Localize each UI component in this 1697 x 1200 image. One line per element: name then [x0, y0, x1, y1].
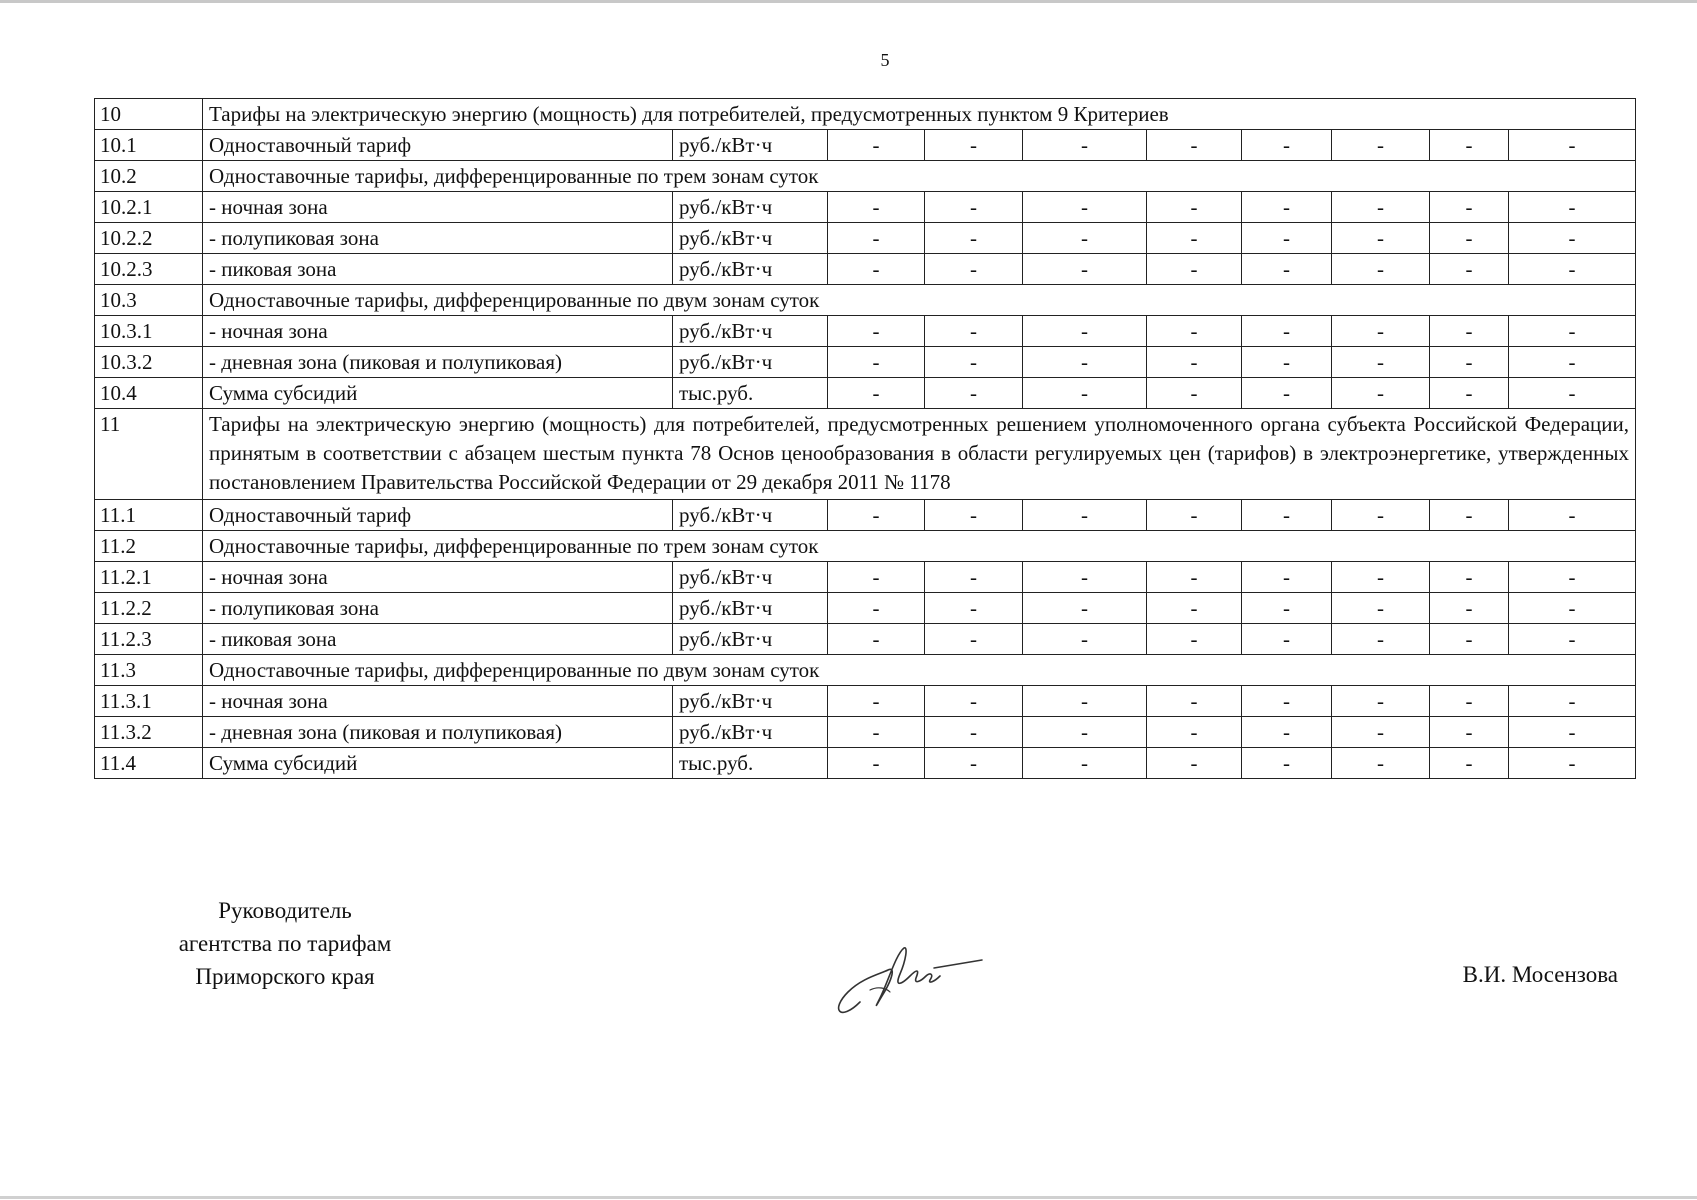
- value-cell: -: [1332, 316, 1430, 347]
- value-cell: -: [1430, 316, 1509, 347]
- section-heading: Одноставочные тарифы, дифференцированные по двум зонам суток: [203, 655, 1636, 686]
- unit-cell: руб./кВт·ч: [673, 316, 828, 347]
- value-cell: -: [1430, 347, 1509, 378]
- value-cell: -: [1509, 686, 1636, 717]
- unit-cell: руб./кВт·ч: [673, 717, 828, 748]
- value-cell: -: [1147, 593, 1242, 624]
- value-cell: -: [828, 500, 925, 531]
- table-row: [95, 316, 1636, 347]
- unit-cell: руб./кВт·ч: [673, 500, 828, 531]
- section-heading: Тарифы на электрическую энергию (мощность) для потребителей, предусмотренных решением уполномоченного органа субъекта Российской Федерации, принятым в соответствии с абзацем шестым пункта 78 Основ ценообразования в области регулируемых цен (тарифов) в электроэнергетике, утвержденных постановлением Правительства Российской Федерации от 29 декабря 2011 № 1178: [203, 409, 1636, 500]
- value-cell: -: [1242, 717, 1332, 748]
- row-title: Одноставочный тариф: [203, 130, 673, 161]
- unit-cell: руб./кВт·ч: [673, 593, 828, 624]
- value-cell: -: [1430, 593, 1509, 624]
- unit-cell: руб./кВт·ч: [673, 686, 828, 717]
- value-cell: -: [1242, 378, 1332, 409]
- value-cell: -: [925, 378, 1023, 409]
- row-title: - полупиковая зона: [203, 223, 673, 254]
- table-body: [95, 99, 1636, 779]
- value-cell: -: [828, 254, 925, 285]
- value-cell: -: [1242, 223, 1332, 254]
- value-cell: -: [828, 593, 925, 624]
- table-row: [95, 192, 1636, 223]
- row-number: 11.4: [95, 748, 203, 779]
- signature-icon: [830, 940, 990, 1030]
- value-cell: -: [828, 624, 925, 655]
- row-number: 11.2.3: [95, 624, 203, 655]
- value-cell: -: [828, 686, 925, 717]
- section-heading: Одноставочные тарифы, дифференцированные по двум зонам суток: [203, 285, 1636, 316]
- value-cell: -: [1242, 500, 1332, 531]
- table-row: [95, 285, 1636, 316]
- value-cell: -: [1147, 624, 1242, 655]
- value-cell: -: [1332, 130, 1430, 161]
- table-row: [95, 748, 1636, 779]
- value-cell: -: [1023, 624, 1147, 655]
- row-title: - ночная зона: [203, 562, 673, 593]
- table-row: [95, 223, 1636, 254]
- value-cell: -: [1023, 223, 1147, 254]
- row-title: - ночная зона: [203, 192, 673, 223]
- unit-cell: руб./кВт·ч: [673, 223, 828, 254]
- value-cell: -: [1430, 130, 1509, 161]
- value-cell: -: [1023, 347, 1147, 378]
- value-cell: -: [1023, 686, 1147, 717]
- section-heading: Тарифы на электрическую энергию (мощность) для потребителей, предусмотренных пунктом 9 Критериев: [203, 99, 1636, 130]
- row-number: 10.3.1: [95, 316, 203, 347]
- value-cell: -: [828, 130, 925, 161]
- signatory-position: [140, 894, 430, 993]
- value-cell: -: [1430, 562, 1509, 593]
- value-cell: -: [1509, 717, 1636, 748]
- unit-cell: тыс.руб.: [673, 378, 828, 409]
- value-cell: -: [1147, 748, 1242, 779]
- row-number: 10.3.2: [95, 347, 203, 378]
- value-cell: -: [1023, 192, 1147, 223]
- section-heading: Одноставочные тарифы, дифференцированные по трем зонам суток: [203, 161, 1636, 192]
- row-number: 11: [95, 409, 203, 500]
- value-cell: -: [1430, 378, 1509, 409]
- value-cell: -: [1242, 316, 1332, 347]
- value-cell: -: [925, 686, 1023, 717]
- value-cell: -: [925, 500, 1023, 531]
- value-cell: -: [1147, 717, 1242, 748]
- value-cell: -: [925, 748, 1023, 779]
- value-cell: -: [1147, 378, 1242, 409]
- row-number: 11.3.2: [95, 717, 203, 748]
- row-number: 10.1: [95, 130, 203, 161]
- value-cell: -: [1023, 254, 1147, 285]
- row-number: 11.2.2: [95, 593, 203, 624]
- value-cell: -: [1023, 500, 1147, 531]
- value-cell: -: [1147, 686, 1242, 717]
- tariffs-table: [94, 98, 1636, 779]
- unit-cell: руб./кВт·ч: [673, 347, 828, 378]
- value-cell: -: [1509, 316, 1636, 347]
- row-title: Сумма субсидий: [203, 748, 673, 779]
- value-cell: -: [1242, 593, 1332, 624]
- value-cell: -: [828, 316, 925, 347]
- value-cell: -: [925, 130, 1023, 161]
- value-cell: -: [925, 254, 1023, 285]
- table-row: [95, 655, 1636, 686]
- value-cell: -: [1430, 686, 1509, 717]
- unit-cell: руб./кВт·ч: [673, 254, 828, 285]
- unit-cell: руб./кВт·ч: [673, 562, 828, 593]
- value-cell: -: [828, 347, 925, 378]
- value-cell: -: [1023, 748, 1147, 779]
- value-cell: -: [1509, 192, 1636, 223]
- value-cell: -: [925, 192, 1023, 223]
- row-title: - полупиковая зона: [203, 593, 673, 624]
- value-cell: -: [1332, 748, 1430, 779]
- row-title: Сумма субсидий: [203, 378, 673, 409]
- value-cell: -: [1332, 562, 1430, 593]
- table-row: [95, 99, 1636, 130]
- value-cell: -: [1332, 254, 1430, 285]
- value-cell: -: [1430, 624, 1509, 655]
- table-row: [95, 593, 1636, 624]
- table-row: [95, 130, 1636, 161]
- page-number: 5: [880, 50, 890, 70]
- value-cell: -: [1509, 347, 1636, 378]
- value-cell: -: [828, 717, 925, 748]
- table-row: [95, 347, 1636, 378]
- value-cell: -: [1509, 500, 1636, 531]
- table-row: [95, 161, 1636, 192]
- table-row: [95, 378, 1636, 409]
- value-cell: -: [1147, 347, 1242, 378]
- value-cell: -: [1242, 562, 1332, 593]
- row-title: - дневная зона (пиковая и полупиковая): [203, 347, 673, 378]
- row-number: 11.3: [95, 655, 203, 686]
- unit-cell: тыс.руб.: [673, 748, 828, 779]
- table-row: [95, 624, 1636, 655]
- value-cell: -: [1509, 223, 1636, 254]
- value-cell: -: [1332, 192, 1430, 223]
- position-line-3: Приморского края: [195, 964, 375, 989]
- row-number: 11.1: [95, 500, 203, 531]
- value-cell: -: [1023, 378, 1147, 409]
- row-number: 10.2.3: [95, 254, 203, 285]
- row-number: 10.2: [95, 161, 203, 192]
- row-number: 10.4: [95, 378, 203, 409]
- row-title: - пиковая зона: [203, 624, 673, 655]
- value-cell: -: [1430, 223, 1509, 254]
- value-cell: -: [1242, 748, 1332, 779]
- position-line-1: Руководитель: [218, 898, 352, 923]
- value-cell: -: [1430, 500, 1509, 531]
- table-row: [95, 531, 1636, 562]
- value-cell: -: [1242, 347, 1332, 378]
- value-cell: -: [828, 748, 925, 779]
- table-row: [95, 254, 1636, 285]
- row-number: 10.2.2: [95, 223, 203, 254]
- value-cell: -: [828, 562, 925, 593]
- value-cell: -: [1147, 130, 1242, 161]
- value-cell: -: [1242, 130, 1332, 161]
- unit-cell: руб./кВт·ч: [673, 130, 828, 161]
- scan-bottom-edge: [0, 1196, 1697, 1199]
- value-cell: -: [1332, 347, 1430, 378]
- value-cell: -: [1332, 500, 1430, 531]
- row-title: - дневная зона (пиковая и полупиковая): [203, 717, 673, 748]
- row-number: 11.3.1: [95, 686, 203, 717]
- value-cell: -: [1509, 130, 1636, 161]
- value-cell: -: [1332, 223, 1430, 254]
- value-cell: -: [925, 347, 1023, 378]
- table-row: [95, 686, 1636, 717]
- value-cell: -: [1509, 562, 1636, 593]
- row-number: 10.2.1: [95, 192, 203, 223]
- value-cell: -: [828, 223, 925, 254]
- value-cell: -: [1509, 254, 1636, 285]
- value-cell: -: [1430, 192, 1509, 223]
- value-cell: -: [1147, 192, 1242, 223]
- row-title: Одноставочный тариф: [203, 500, 673, 531]
- unit-cell: руб./кВт·ч: [673, 624, 828, 655]
- value-cell: -: [925, 624, 1023, 655]
- value-cell: -: [1332, 593, 1430, 624]
- value-cell: -: [1509, 748, 1636, 779]
- value-cell: -: [925, 562, 1023, 593]
- table-row: [95, 717, 1636, 748]
- value-cell: -: [1242, 254, 1332, 285]
- value-cell: -: [1023, 316, 1147, 347]
- signatory-name: В.И. Мосензова: [1462, 962, 1618, 987]
- value-cell: -: [1023, 562, 1147, 593]
- value-cell: -: [1242, 624, 1332, 655]
- value-cell: -: [1147, 223, 1242, 254]
- row-title: - пиковая зона: [203, 254, 673, 285]
- value-cell: -: [1430, 748, 1509, 779]
- value-cell: -: [1147, 562, 1242, 593]
- row-title: - ночная зона: [203, 316, 673, 347]
- value-cell: -: [1332, 717, 1430, 748]
- value-cell: -: [1430, 717, 1509, 748]
- row-title: - ночная зона: [203, 686, 673, 717]
- value-cell: -: [1147, 500, 1242, 531]
- value-cell: -: [1509, 624, 1636, 655]
- table-row: [95, 562, 1636, 593]
- scan-top-edge: [0, 0, 1697, 3]
- value-cell: -: [925, 593, 1023, 624]
- value-cell: -: [1242, 192, 1332, 223]
- value-cell: -: [1509, 378, 1636, 409]
- row-number: 11.2: [95, 531, 203, 562]
- row-number: 11.2.1: [95, 562, 203, 593]
- row-number: 10.3: [95, 285, 203, 316]
- value-cell: -: [1147, 316, 1242, 347]
- value-cell: -: [1023, 717, 1147, 748]
- value-cell: -: [1023, 593, 1147, 624]
- value-cell: -: [1147, 254, 1242, 285]
- table-row: [95, 500, 1636, 531]
- value-cell: -: [828, 192, 925, 223]
- value-cell: -: [1509, 593, 1636, 624]
- value-cell: -: [925, 717, 1023, 748]
- value-cell: -: [1332, 378, 1430, 409]
- value-cell: -: [1332, 624, 1430, 655]
- value-cell: -: [1332, 686, 1430, 717]
- table-row: [95, 409, 1636, 500]
- value-cell: -: [925, 223, 1023, 254]
- section-heading: Одноставочные тарифы, дифференцированные по трем зонам суток: [203, 531, 1636, 562]
- value-cell: -: [1023, 130, 1147, 161]
- value-cell: -: [925, 316, 1023, 347]
- unit-cell: руб./кВт·ч: [673, 192, 828, 223]
- value-cell: -: [1430, 254, 1509, 285]
- position-line-2: агентства по тарифам: [178, 931, 392, 956]
- row-number: 10: [95, 99, 203, 130]
- value-cell: -: [828, 378, 925, 409]
- value-cell: -: [1242, 686, 1332, 717]
